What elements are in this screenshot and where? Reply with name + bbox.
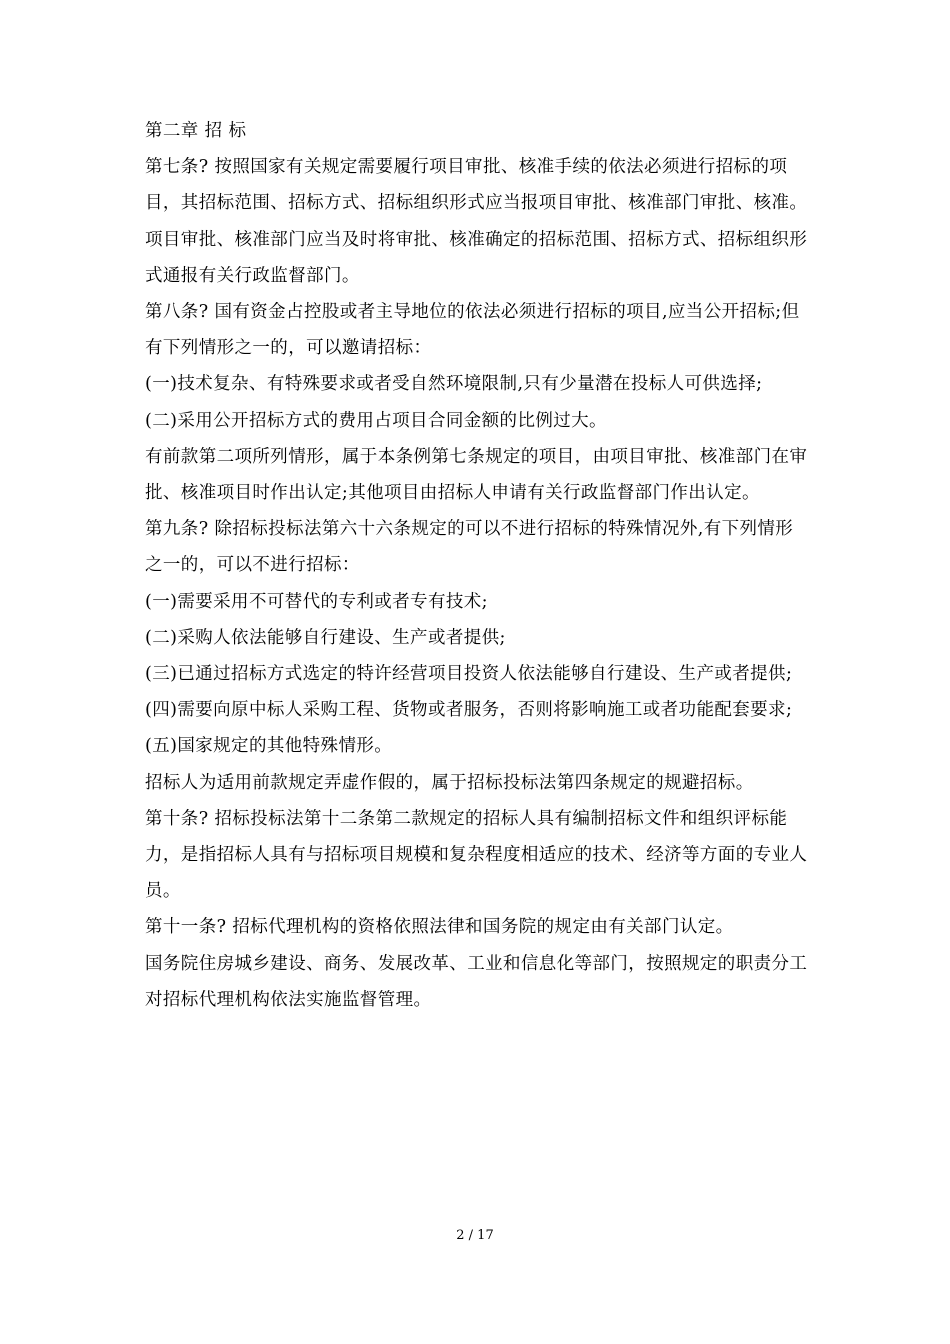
article-9: 第九条? 除招标投标法第六十六条规定的可以不进行招标的特殊情况外,有下列情形之一的，可以不进行招标：	[145, 519, 794, 576]
page-number: 2 / 17	[456, 1228, 494, 1243]
article-11: 第十一条? 招标代理机构的资格依照法律和国务院的规定由有关部门认定。	[145, 917, 734, 938]
article-8: 第八条? 国有资金占控股或者主导地位的依法必须进行招标的项目,应当公开招标;但有下列情形之一的，可以邀请招标：	[145, 302, 800, 359]
article-9-item-5: (五)国家规定的其他特殊情形。	[145, 736, 393, 757]
chapter-heading: 第二章 招 标	[145, 121, 247, 141]
article-10: 第十条? 招标投标法第十二条第二款规定的招标人具有编制招标文件和组织评标能力，是指招标人具有与招标项目规模和复杂程度相适应的技术、经济等方面的专业人员。	[145, 808, 808, 902]
article-11-note: 国务院住房城乡建设、商务、发展改革、工业和信息化等部门，按照规定的职责分工对招标代理机构依法实施监督管理。	[145, 953, 808, 1010]
article-8-item-2: (二)采用公开招标方式的费用占项目合同金额的比例过大。	[145, 410, 607, 431]
article-7: 第七条? 按照国家有关规定需要履行项目审批、核准手续的依法必须进行招标的项目，其招标范围、招标方式、招标组织形式应当报项目审批、核准部门审批、核准。项目审批、核准部门应当及时将审批、核准确定的招标范围、招标方式、招标组织形式通报有关行政监督部门。	[145, 157, 808, 286]
article-9-item-4: (四)需要向原中标人采购工程、货物或者服务，否则将影响施工或者功能配套要求;	[145, 700, 793, 721]
article-9-item-1: (一)需要采用不可替代的专利或者专有技术;	[145, 591, 488, 612]
article-9-item-2: (二)采购人依法能够自行建设、生产或者提供;	[145, 627, 506, 648]
article-8-item-1: (一)技术复杂、有特殊要求或者受自然环境限制,只有少量潜在投标人可供选择;	[145, 374, 763, 395]
article-8-note: 有前款第二项所列情形，属于本条例第七条规定的项目，由项目审批、核准部门在审批、核准项目时作出认定;其他项目由招标人申请有关行政监督部门作出认定。	[145, 446, 808, 504]
article-9-note: 招标人为适用前款规定弄虚作假的，属于招标投标法第四条规定的规避招标。	[145, 772, 754, 793]
document-body	[145, 113, 810, 1018]
article-9-item-3: (三)已通过招标方式选定的特许经营项目投资人依法能够自行建设、生产或者提供;	[145, 664, 793, 685]
